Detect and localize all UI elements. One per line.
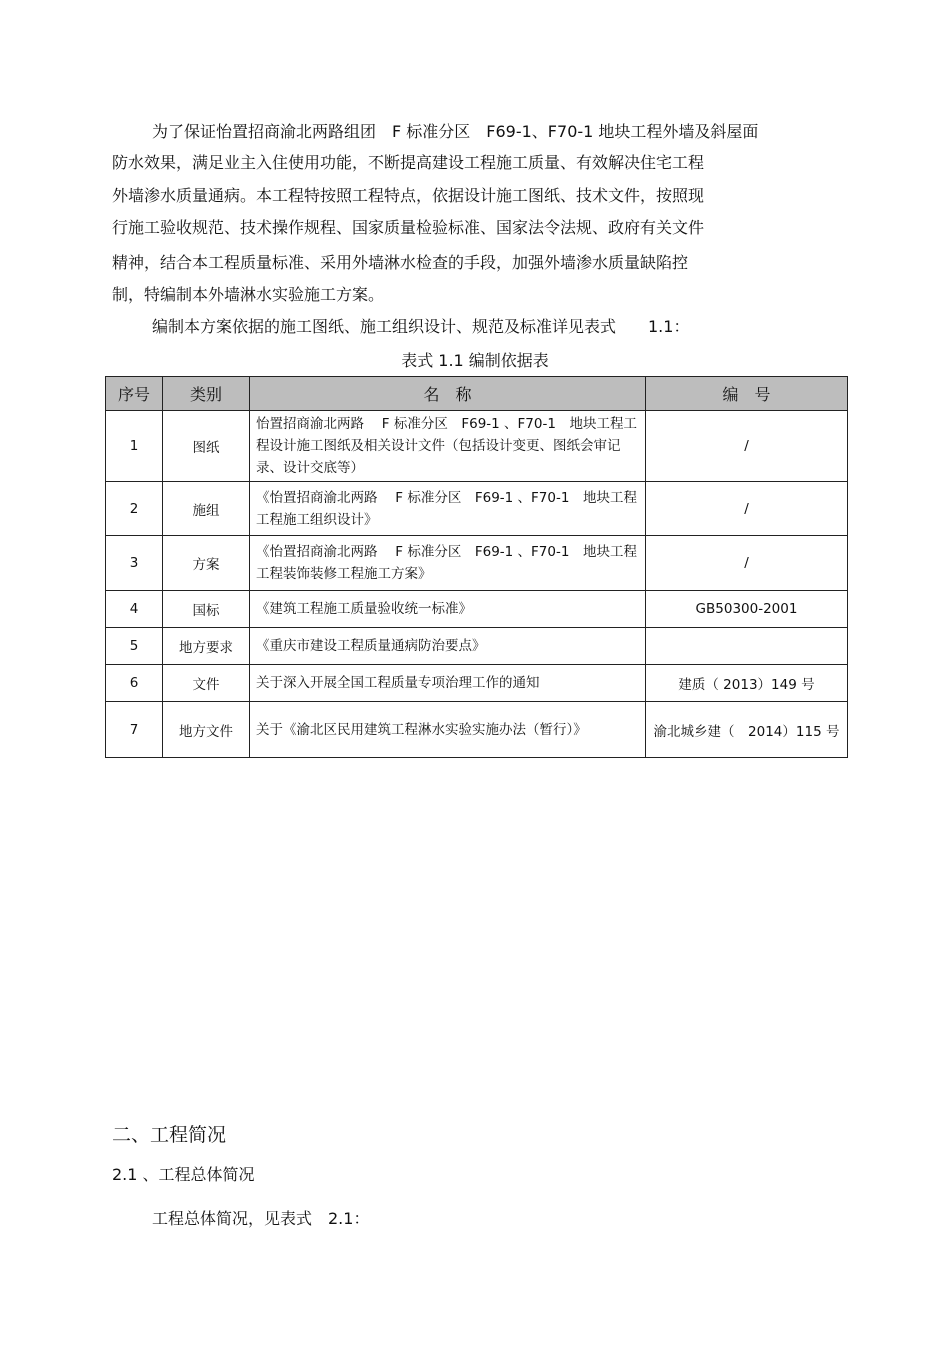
cell-category: 方案	[163, 536, 250, 591]
cell-category: 施组	[163, 482, 250, 536]
intro-line: 为了保证怡置招商渝北两路组团 F 标准分区 F69-1、F70-1 地块工程外墙及斜屋面	[152, 122, 759, 141]
cell-no: 5	[106, 628, 163, 665]
intro-line: 防水效果，满足业主入住使用功能，不断提高建设工程施工质量、有效解决住宅工程	[112, 153, 705, 172]
basis-table	[105, 376, 848, 758]
overview-text: 工程总体简况，见表式 2.1：	[152, 1209, 370, 1228]
table-row	[106, 411, 848, 482]
cell-code: GB50300-2001	[646, 591, 848, 628]
header-category: 类别	[163, 377, 250, 411]
intro-line: 制，特编制本外墙淋水实验施工方案。	[112, 285, 385, 304]
cell-code: /	[646, 536, 848, 591]
cell-no: 7	[106, 702, 163, 758]
cell-code: /	[646, 411, 848, 482]
cell-name: 关于深入开展全国工程质量专项治理工作的通知	[250, 665, 646, 702]
intro-line: 行施工验收规范、技术操作规程、国家质量检验标准、国家法令法规、政府有关文件	[112, 218, 705, 237]
cell-name: 关于《渝北区民用建筑工程淋水实验实施办法（暂行）》	[250, 702, 646, 758]
table-caption: 表式 1.1 编制依据表	[401, 351, 549, 370]
cell-name: 《重庆市建设工程质量通病防治要点》	[250, 628, 646, 665]
table-row	[106, 702, 848, 758]
header-name: 名 称	[250, 377, 646, 411]
intro-line: 外墙渗水质量通病。本工程特按照工程特点，依据设计施工图纸、技术文件，按照现	[112, 186, 705, 205]
cell-category: 地方要求	[163, 628, 250, 665]
table-row	[106, 628, 848, 665]
cell-no: 2	[106, 482, 163, 536]
cell-category: 文件	[163, 665, 250, 702]
cell-name: 怡置招商渝北两路 F 标准分区 F69-1 、F70-1 地块工程工程设计施工图纸及相关设计文件（包括设计变更、图纸会审记录、设计交底等）	[250, 411, 646, 482]
table-row	[106, 536, 848, 591]
cell-category: 图纸	[163, 411, 250, 482]
cell-code	[646, 628, 848, 665]
cell-code: 渝北城乡建（ 2014）115 号	[646, 702, 848, 758]
cell-name: 《怡置招商渝北两路 F 标准分区 F69-1 、F70-1 地块工程工程施工组织设计》	[250, 482, 646, 536]
cell-no: 1	[106, 411, 163, 482]
intro-line: 精神，结合本工程质量标准、采用外墙淋水检查的手段，加强外墙渗水质量缺陷控	[112, 253, 689, 272]
cell-category: 国标	[163, 591, 250, 628]
cell-name: 《怡置招商渝北两路 F 标准分区 F69-1 、F70-1 地块工程工程装饰装修工程施工方案》	[250, 536, 646, 591]
subsection-heading: 2.1 、工程总体简况	[112, 1165, 255, 1184]
basis-sentence: 编制本方案依据的施工图纸、施工组织设计、规范及标准详见表式 1.1：	[152, 317, 690, 336]
cell-category: 地方文件	[163, 702, 250, 758]
cell-no: 3	[106, 536, 163, 591]
cell-code: /	[646, 482, 848, 536]
table-row	[106, 482, 848, 536]
cell-no: 6	[106, 665, 163, 702]
table-row	[106, 591, 848, 628]
header-code: 编 号	[646, 377, 848, 411]
cell-no: 4	[106, 591, 163, 628]
cell-name: 《建筑工程施工质量验收统一标准》	[250, 591, 646, 628]
cell-code: 建质（ 2013）149 号	[646, 665, 848, 702]
table-header-row	[106, 377, 848, 411]
section-heading: 二、工程简况	[112, 1124, 227, 1146]
table-row	[106, 665, 848, 702]
header-no: 序号	[106, 377, 163, 411]
